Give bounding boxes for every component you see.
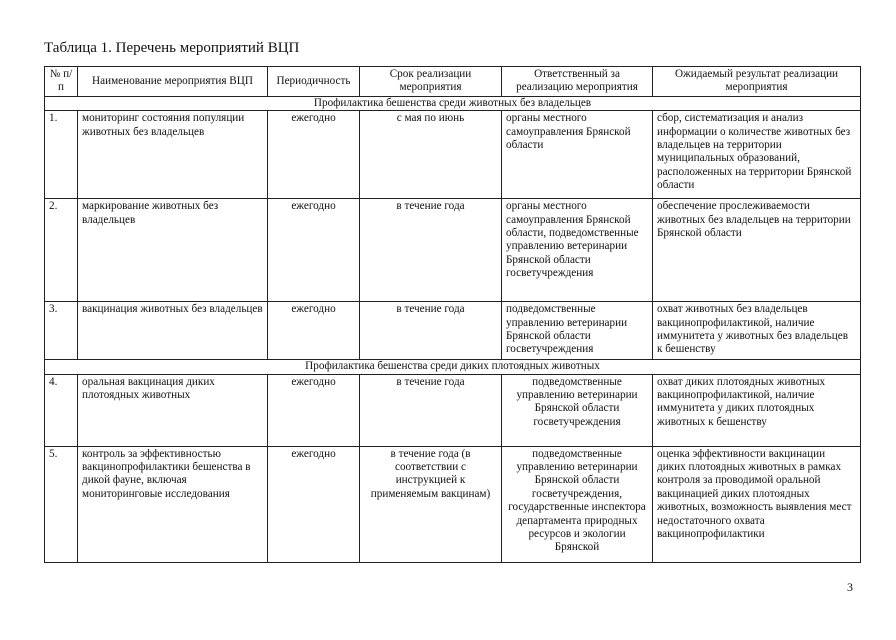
table-row bbox=[45, 302, 861, 360]
row-responsible: подведомственные управлению ветеринарии Брянской области госветучреждения, государственные инспектора департамента природных ресурсов и экологии Брянской bbox=[502, 446, 653, 562]
table-row bbox=[45, 446, 861, 562]
row-period: ежегодно bbox=[268, 446, 360, 562]
table-row bbox=[45, 374, 861, 446]
section-title: Профилактика бешенства среди животных без владельцев bbox=[45, 96, 861, 110]
table-caption: Таблица 1. Перечень мероприятий ВЦП bbox=[44, 40, 300, 56]
row-num: 2. bbox=[45, 199, 78, 302]
row-num: 1. bbox=[45, 111, 78, 199]
row-responsible: подведомственные управлению ветеринарии Брянской области госветучреждения bbox=[502, 374, 653, 446]
row-num: 5. bbox=[45, 446, 78, 562]
row-result: обеспечение прослеживаемости животных без владельцев на территории Брянской области bbox=[653, 199, 861, 302]
row-responsible: подведомственные управлению ветеринарии Брянской области госветучреждения bbox=[502, 302, 653, 360]
row-term: с мая по июнь bbox=[360, 111, 502, 199]
section-row bbox=[45, 96, 861, 110]
row-result: сбор, систематизация и анализ информации о количестве животных без владельцев на территории муниципальных образований, расположенных на территории Брянской области bbox=[653, 111, 861, 199]
row-result: оценка эффективности вакцинации диких плотоядных животных в рамках контроля за проводимой оральной вакцинацией диких плотоядных животных, возможность выявления мест недостаточного охвата вакцинопрофилактики bbox=[653, 446, 861, 562]
section-row bbox=[45, 360, 861, 374]
row-name: контроль за эффективностью вакцинопрофилактики бешенства в дикой фауне, включая мониторинговые исследования bbox=[78, 446, 268, 562]
header-num: № п/п bbox=[45, 67, 78, 97]
table-row bbox=[45, 111, 861, 199]
row-period: ежегодно bbox=[268, 199, 360, 302]
row-name: маркирование животных без владельцев bbox=[78, 199, 268, 302]
row-responsible: органы местного самоуправления Брянской области bbox=[502, 111, 653, 199]
table-row bbox=[45, 199, 861, 302]
header-result: Ожидаемый результат реализации мероприятия bbox=[653, 67, 861, 97]
page-number: 3 bbox=[847, 580, 853, 594]
row-term: в течение года (в соответствии с инструкцией к применяемым вакцинам) bbox=[360, 446, 502, 562]
row-result: охват животных без владельцев вакцинопрофилактикой, наличие иммунитета у животных без владельцев к бешенству bbox=[653, 302, 861, 360]
header-term: Срок реализации мероприятия bbox=[360, 67, 502, 97]
header-responsible: Ответственный за реализацию мероприятия bbox=[502, 67, 653, 97]
section-title: Профилактика бешенства среди диких плотоядных животных bbox=[45, 360, 861, 374]
row-term: в течение года bbox=[360, 374, 502, 446]
row-name: мониторинг состояния популяции животных без владельцев bbox=[78, 111, 268, 199]
header-row bbox=[45, 67, 861, 97]
row-term: в течение года bbox=[360, 302, 502, 360]
row-result: охват диких плотоядных животных вакцинопрофилактикой, наличие иммунитета у диких плотоядных животных к бешенству bbox=[653, 374, 861, 446]
row-name: вакцинация животных без владельцев bbox=[78, 302, 268, 360]
row-num: 4. bbox=[45, 374, 78, 446]
header-period: Периодичность bbox=[268, 67, 360, 97]
row-period: ежегодно bbox=[268, 302, 360, 360]
row-num: 3. bbox=[45, 302, 78, 360]
activities-table bbox=[44, 66, 861, 563]
row-name: оральная вакцинация диких плотоядных животных bbox=[78, 374, 268, 446]
row-term: в течение года bbox=[360, 199, 502, 302]
row-period: ежегодно bbox=[268, 374, 360, 446]
row-period: ежегодно bbox=[268, 111, 360, 199]
row-responsible: органы местного самоуправления Брянской области, подведомственные управлению ветеринарии Брянской области госветучреждения bbox=[502, 199, 653, 302]
header-name: Наименование мероприятия ВЦП bbox=[78, 67, 268, 97]
